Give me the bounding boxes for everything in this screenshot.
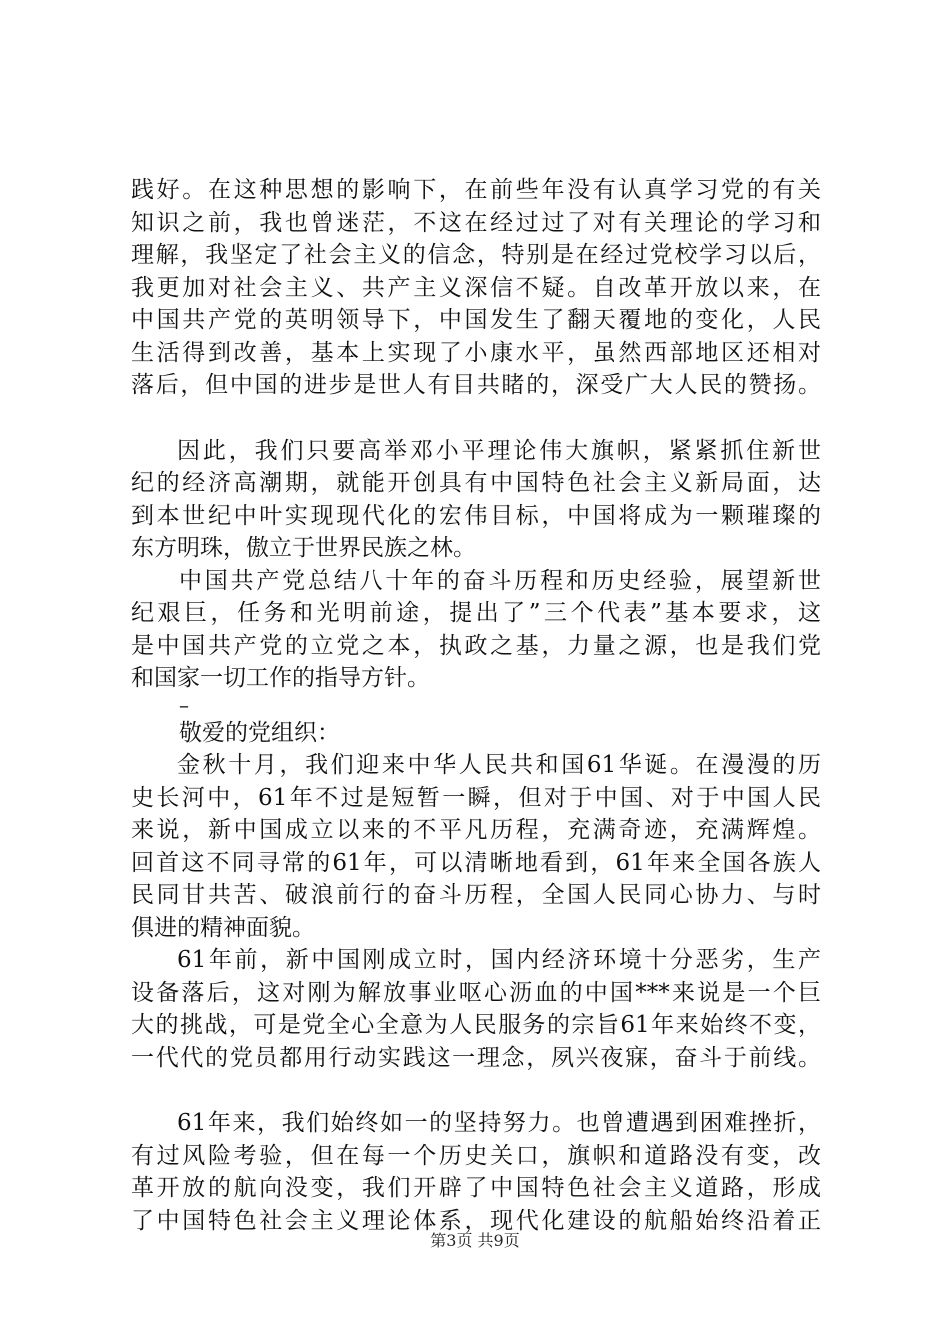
text-line: 因此，我们只要高举邓小平理论伟大旗帜，紧紧抓住新世: [177, 437, 821, 464]
page-number: 第3页 共9页: [430, 1231, 520, 1250]
text-line: 民同甘共苦、破浪前行的奋斗历程，全国人民同心协力、与时: [131, 882, 821, 908]
paragraph-gap: [131, 402, 821, 435]
text-line: 俱进的精神面貌。: [131, 914, 315, 941]
text-line: 金秋十月，我们迎来中华人民共和国61华诞。在漫漫的历: [177, 752, 821, 778]
separator-mark: –: [179, 692, 189, 717]
text-line: 革开放的航向没变，我们开辟了中国特色社会主义道路，形成: [131, 1175, 821, 1201]
text-line: 落后，但中国的进步是世人有目共睹的，深受广大人民的赞扬。: [131, 372, 821, 398]
paragraph-3: [131, 565, 821, 695]
text-line: 中国共产党总结八十年的奋斗历程和历史经验，展望新世: [179, 567, 821, 594]
text-line: 一代代的党员都用行动实践这一理念，夙兴夜寐，奋斗于前线。: [131, 1044, 821, 1071]
paragraph-4: [131, 749, 821, 944]
paragraph-2: [131, 435, 821, 565]
text-line: 我更加对社会主义、共产主义深信不疑。自改革开放以来，在: [131, 274, 821, 301]
text-line: 史长河中，61年不过是短暂一瞬，但对于中国、对于中国人民: [131, 784, 821, 811]
paragraph-gap: [131, 1074, 821, 1107]
text-line: 践好。在这种思想的影响下，在前些年没有认真学习党的有关: [131, 177, 821, 203]
paragraph-1: [131, 174, 821, 402]
text-line: 是中国共产党的立党之本，执政之基，力量之源，也是我们党: [131, 632, 821, 659]
paragraph-5: [131, 944, 821, 1074]
text-line: 中国共产党的英明领导下，中国发生了翻天覆地的变化，人民: [131, 307, 821, 333]
text-line: 和国家一切工作的指导方针。: [131, 665, 430, 691]
text-line: 纪的经济高潮期，就能开创具有中国特色社会主义新局面，达: [131, 470, 821, 496]
text-line: 来说，新中国成立以来的不平凡历程，充满奇迹，充满辉煌。: [131, 817, 821, 843]
page-footer: [0, 1228, 950, 1251]
text-line: 设备落后，这对刚为解放事业呕心沥血的中国***来说是一个巨: [131, 979, 821, 1006]
text-line: 有过风险考验，但在每一个历史关口，旗帜和道路没有变，改: [131, 1142, 821, 1169]
text-line: 纪艰巨，任务和光明前途，提出了”三个代表”基本要求，这: [131, 600, 821, 626]
text-line: 61年来，我们始终如一的坚持努力。也曾遭遇到困难挫折，: [177, 1110, 821, 1136]
text-line: 理解，我坚定了社会主义的信念，特别是在经过党校学习以后，: [131, 242, 821, 268]
text-line: 东方明珠，傲立于世界民族之林。: [131, 535, 476, 561]
text-line: 知识之前，我也曾迷茫，不这在经过过了对有关理论的学习和: [131, 209, 821, 236]
text-line: 61年前，新中国刚成立时，国内经济环境十分恶劣，生产: [177, 947, 821, 973]
text-line: 生活得到改善，基本上实现了小康水平，虽然西部地区还相对: [131, 339, 821, 366]
text-line: 了中国特色社会主义理论体系，现代化建设的航船始终沿着正: [131, 1207, 821, 1234]
salutation: 敬爱的党组织：: [179, 719, 340, 746]
text-line: 到本世纪中叶实现现代化的宏伟目标，中国将成为一颗璀璨的: [131, 502, 821, 529]
text-line: 回首这不同寻常的61年，可以清晰地看到，61年来全国各族人: [131, 849, 821, 876]
text-line: 大的挑战，可是党全心全意为人民服务的宗旨61年来始终不变，: [131, 1012, 821, 1038]
document-body: [131, 174, 821, 1237]
paragraph-6: [131, 1107, 821, 1237]
